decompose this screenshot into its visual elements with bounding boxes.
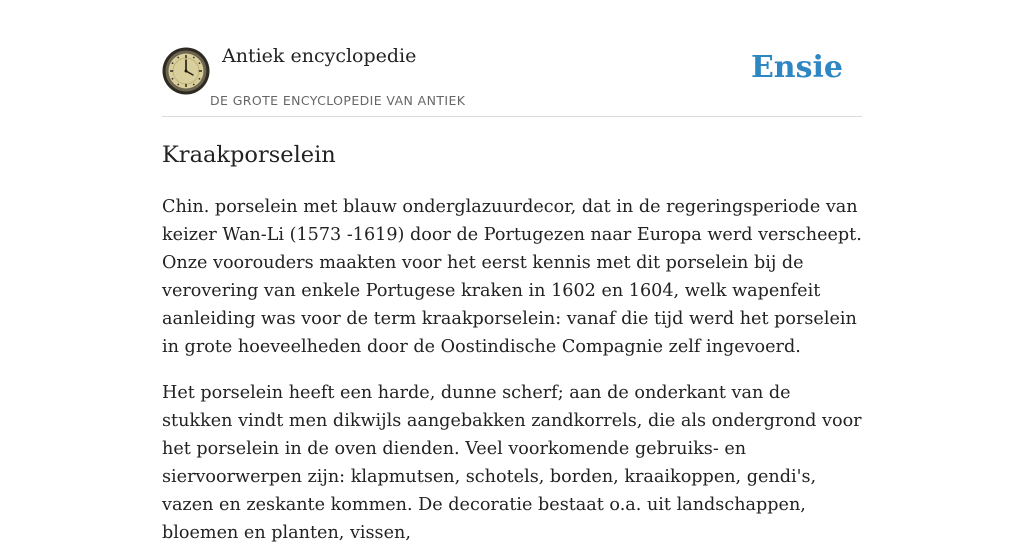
ensie-brand-logo[interactable]: Ensie bbox=[750, 50, 843, 85]
article-paragraph-1: Chin. porselein met blauw onderglazuurdecor, dat in de regeringsperiode van keizer Wan-Li (1573 -1619) door de Portugezen naar Europa werd verscheept. Onze voorouders maakten voor het eerst kennis met dit porselein bij de verovering van enkele Portugese kraken in 1602 en 1604, welk wapenfeit aanleiding was voor de term kraakporselein: vanaf die tijd werd het porselein in grote hoeveelheden door de Oostindische Compagnie zelf ingevoerd. bbox=[162, 197, 862, 357]
article-paragraph-2: Het porselein heeft een harde, dunne scherf; aan de onderkant van de stukken vindt men dikwijls aangebakken zandkorrels, die als ondergrond voor het porselein in de oven dienden. Veel voorkomende gebruiks- en siervoorwerpen zijn: klapmutsen, schotels, borden, kraaikoppen, gendi's, vazen en zeskante kommen. De decoratie bestaat o.a. uit landschappen, bloemen en planten, vissen, bbox=[162, 383, 862, 543]
site-title-link[interactable]: Antiek encyclopedie bbox=[222, 45, 417, 67]
site-header bbox=[162, 0, 862, 117]
article bbox=[162, 138, 862, 547]
antique-clock-icon[interactable] bbox=[162, 47, 210, 95]
article-title: Kraakporselein bbox=[162, 142, 336, 168]
site-subtitle: DE GROTE ENCYCLOPEDIE VAN ANTIEK bbox=[210, 93, 466, 108]
